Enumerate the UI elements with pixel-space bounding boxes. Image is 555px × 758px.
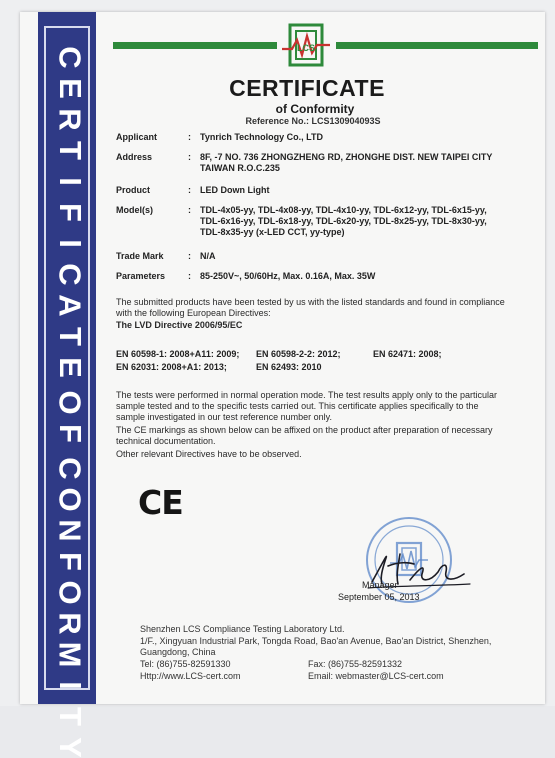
standard-item: EN 60598-2-2: 2012; — [256, 349, 341, 359]
note-line: The tests were performed in normal operation mode. The test results apply only to the particular — [116, 390, 498, 400]
note-line: sample tested and to the specific tests carried out. This certificate applies specifically to the — [116, 401, 479, 411]
lab-fax: Fax: (86)755-82591332 — [308, 659, 403, 669]
note-line: technical documentation. — [116, 436, 216, 446]
logo-letters: LCS — [297, 43, 315, 53]
side-band-letter: F — [52, 552, 88, 571]
product-value: LED Down Light — [200, 185, 270, 195]
side-band-letter: M — [52, 641, 88, 668]
side-band-letter: O — [52, 390, 88, 415]
side-band-letter: F — [52, 203, 88, 222]
side-band-letter: T — [52, 707, 88, 726]
side-band-letter: E — [52, 78, 88, 99]
side-band-letter: F — [52, 424, 88, 443]
applicant-label: Applicant — [116, 132, 158, 142]
side-band-letter: C — [52, 263, 88, 286]
lab-address-line2: Guangdong, China — [140, 647, 216, 657]
note-line: Other relevant Directives have to be observed. — [116, 449, 302, 459]
side-band-letter: I — [52, 681, 88, 690]
side-band-letter: T — [52, 141, 88, 160]
standard-item: EN 60598-1: 2008+A11: 2009; — [116, 349, 240, 359]
certificate-sheet — [20, 12, 545, 758]
ce-mark: CE — [138, 483, 183, 522]
trade-mark-label: Trade Mark — [116, 251, 164, 261]
side-band-letter: I — [52, 177, 88, 186]
certificate-subtitle: of Conformity — [275, 102, 355, 116]
green-rule-right — [336, 42, 538, 49]
note-line: The CE markings as shown below can be affixed on the product after preparation of necessary — [116, 425, 493, 435]
product-label: Product — [116, 185, 151, 195]
side-band-letter: Y — [52, 737, 88, 758]
address-value-line2: TAIWAN R.O.C.235 — [200, 163, 280, 173]
certificate-title: CERTIFICATE — [229, 75, 385, 101]
applicant-value: Tynrich Technology Co., LTD — [200, 132, 323, 142]
directive-name: The LVD Directive 2006/95/EC — [116, 320, 243, 330]
standard-item: EN 62471: 2008; — [373, 349, 442, 359]
side-band-letter: A — [52, 294, 88, 317]
side-band-letter: R — [52, 108, 88, 131]
address-value-line1: 8F, -7 NO. 736 ZHONGZHENG RD, ZHONGHE DIST. NEW TAIPEI CITY — [200, 152, 493, 162]
side-band-letter: R — [52, 612, 88, 635]
models-value-line2: TDL-6x16-yy, TDL-6x18-yy, TDL-6x20-yy, TDL-8x25-yy, TDL-8x30-yy, — [200, 216, 487, 226]
side-band-letter — [68, 381, 72, 390]
side-band-letter: T — [52, 327, 88, 346]
lab-telephone: Tel: (86)755-82591330 — [140, 659, 231, 669]
note-line: sample investigated in our test reference number only. — [116, 412, 332, 422]
manager-title: Manager — [362, 580, 398, 590]
side-band-text — [52, 42, 88, 758]
parameters-value: 85-250V~, 50/60Hz, Max. 0.16A, Max. 35W — [200, 271, 376, 281]
parameters-label: Parameters — [116, 271, 166, 281]
lcs-logo — [280, 22, 332, 68]
applicant-colon: : — [188, 132, 191, 142]
parameters-colon: : — [188, 271, 191, 281]
lab-name: Shenzhen LCS Compliance Testing Laboratory Ltd. — [140, 624, 345, 634]
trade-mark-value: N/A — [200, 251, 216, 261]
lab-website: Http://www.LCS-cert.com — [140, 671, 241, 681]
side-band-letter: C — [52, 46, 88, 69]
standard-item: EN 62031: 2008+A1: 2013; — [116, 362, 227, 372]
models-colon: : — [188, 205, 191, 215]
standard-item: EN 62493: 2010 — [256, 362, 322, 372]
green-rule-left — [113, 42, 277, 49]
side-band-letter: E — [52, 357, 88, 378]
compliance-statement-line2: with the following European Directives: — [116, 308, 271, 318]
issue-date: September 05, 2013 — [338, 592, 420, 602]
trade-mark-colon: : — [188, 251, 191, 261]
side-band-letter: O — [52, 580, 88, 605]
side-band-letter: C — [52, 457, 88, 480]
address-colon: : — [188, 152, 191, 162]
product-colon: : — [188, 185, 191, 195]
lab-email: Email: webmaster@LCS-cert.com — [308, 671, 444, 681]
models-label: Model(s) — [116, 205, 153, 215]
reference-number: Reference No.: LCS130904093S — [245, 116, 381, 126]
compliance-statement-line1: The submitted products have been tested by us with the listed standards and found in compliance — [116, 297, 505, 307]
side-band-letter: O — [52, 487, 88, 512]
side-band-letter: I — [52, 239, 88, 248]
models-value-line1: TDL-4x05-yy, TDL-4x08-yy, TDL-4x10-yy, TDL-6x12-yy, TDL-6x15-yy, — [200, 205, 487, 215]
side-band-letter: N — [52, 519, 88, 542]
lab-address-line1: 1/F., Xingyuan Industrial Park, Tongda Road, Bao'an Avenue, Bao'an District, Shenzhen, — [140, 636, 492, 646]
address-label: Address — [116, 152, 153, 162]
side-band-letter — [68, 447, 72, 456]
models-value-line3: TDL-8x35-yy (x-LED CCT, yy-type) — [200, 227, 345, 237]
